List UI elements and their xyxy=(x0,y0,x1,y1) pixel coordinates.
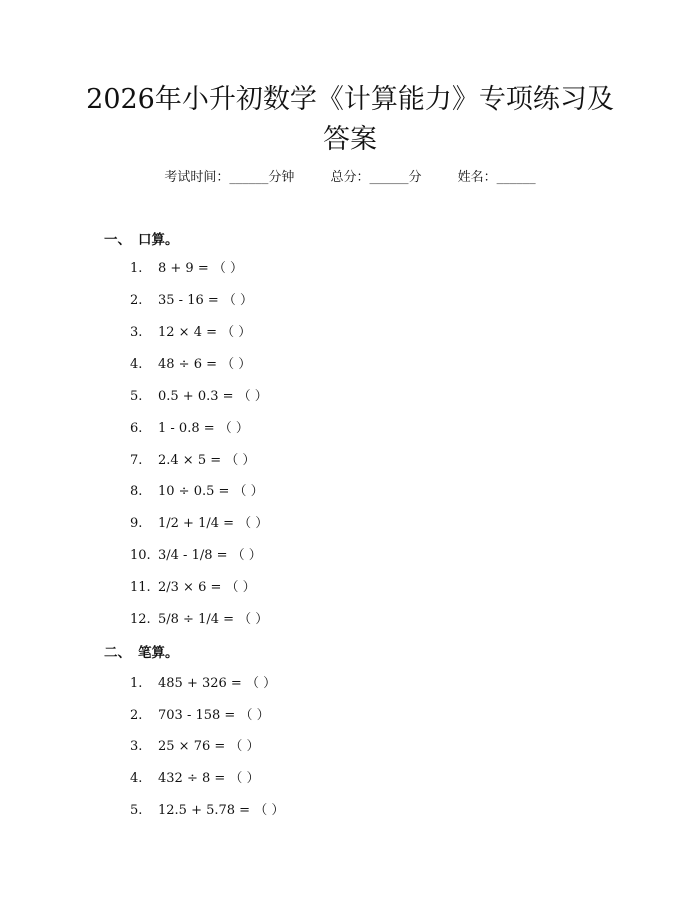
section-number: 一、 xyxy=(104,232,131,248)
problem-number: 4. xyxy=(130,771,143,786)
problem-item xyxy=(130,514,268,534)
problem-item xyxy=(130,323,251,343)
problem-item xyxy=(130,291,253,311)
section-heading-oral-calc xyxy=(104,230,179,250)
problem-item xyxy=(130,259,243,279)
problem-item xyxy=(130,451,255,471)
problem-number: 6. xyxy=(130,421,143,436)
problem-item xyxy=(130,578,256,598)
problem-text: 8 + 9 = （ ） xyxy=(158,261,243,276)
total-score-field xyxy=(330,168,421,188)
problem-number: 11. xyxy=(130,580,151,595)
problem-number: 5. xyxy=(130,803,143,818)
total-score-unit: 分 xyxy=(408,170,422,185)
problem-text: 10 ÷ 0.5 = （ ） xyxy=(158,484,264,499)
student-name-label: 姓名： xyxy=(457,170,497,185)
problem-number: 10. xyxy=(130,548,151,563)
problem-item xyxy=(130,546,262,566)
problem-text: 12.5 + 5.78 = （ ） xyxy=(158,803,285,818)
problem-text: 35 - 16 = （ ） xyxy=(158,293,254,308)
problem-item xyxy=(130,801,284,821)
exam-info-line xyxy=(0,168,700,188)
problem-number: 8. xyxy=(130,484,143,499)
problem-text: 1 - 0.8 = （ ） xyxy=(158,421,249,436)
student-name-blank: ______ xyxy=(496,170,536,185)
problem-item xyxy=(130,769,260,789)
problem-text: 3/4 - 1/8 = （ ） xyxy=(158,548,262,563)
title-line-2: 答案 xyxy=(323,124,377,155)
problem-number: 9. xyxy=(130,516,143,531)
problem-number: 5. xyxy=(130,389,143,404)
problem-item xyxy=(130,610,268,630)
problem-item xyxy=(130,737,260,757)
problem-text: 703 - 158 = （ ） xyxy=(158,708,270,723)
problem-number: 2. xyxy=(130,708,143,723)
exam-time-field xyxy=(164,168,294,188)
problem-text: 2.4 × 5 = （ ） xyxy=(158,453,256,468)
problem-item xyxy=(130,674,276,694)
problem-number: 12. xyxy=(130,612,151,627)
problem-number: 7. xyxy=(130,453,143,468)
problem-number: 2. xyxy=(130,293,143,308)
problem-text: 12 × 4 = （ ） xyxy=(158,325,252,340)
section-number: 二、 xyxy=(104,645,131,661)
student-name-field xyxy=(458,168,536,188)
problem-text: 485 + 326 = （ ） xyxy=(158,676,277,691)
problem-text: 432 ÷ 8 = （ ） xyxy=(158,771,260,786)
section-title: 口算。 xyxy=(138,232,179,248)
exam-time-unit: 分钟 xyxy=(268,170,295,185)
problem-item xyxy=(130,706,270,726)
total-score-label: 总分： xyxy=(330,170,370,185)
problem-text: 1/2 + 1/4 = （ ） xyxy=(158,516,269,531)
problem-number: 3. xyxy=(130,739,143,754)
problem-text: 48 ÷ 6 = （ ） xyxy=(158,357,252,372)
document-title xyxy=(80,80,620,160)
exam-time-blank: ______ xyxy=(229,170,269,185)
problem-number: 3. xyxy=(130,325,143,340)
problem-item xyxy=(130,419,249,439)
section-heading-written-calc xyxy=(104,643,179,663)
problem-text: 5/8 ÷ 1/4 = （ ） xyxy=(158,612,269,627)
total-score-blank: ______ xyxy=(369,170,409,185)
problem-item xyxy=(130,387,268,407)
problem-text: 2/3 × 6 = （ ） xyxy=(158,580,256,595)
title-line-1: 2026年小升初数学《计算能力》专项练习及 xyxy=(86,84,614,115)
problem-number: 1. xyxy=(130,261,143,276)
exam-time-label: 考试时间： xyxy=(164,170,230,185)
problem-item xyxy=(130,482,264,502)
problem-number: 4. xyxy=(130,357,143,372)
problem-number: 1. xyxy=(130,676,143,691)
section-title: 笔算。 xyxy=(138,645,179,661)
problem-item xyxy=(130,355,251,375)
problem-text: 0.5 + 0.3 = （ ） xyxy=(158,389,268,404)
problem-text: 25 × 76 = （ ） xyxy=(158,739,260,754)
